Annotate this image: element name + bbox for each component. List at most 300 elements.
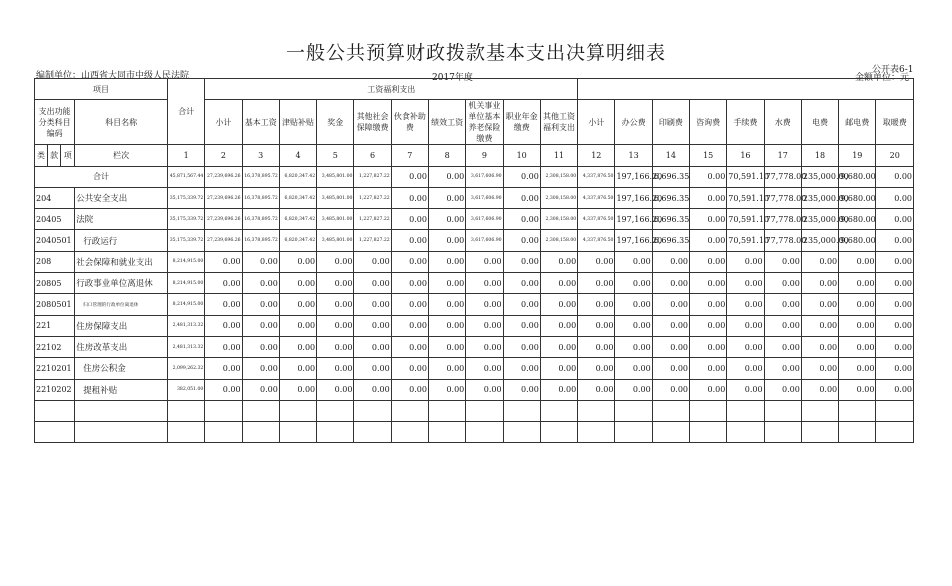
cell-col-9: 3,617,606.90 bbox=[466, 166, 503, 187]
cell-col-6: 1,227,827.22 bbox=[354, 209, 391, 230]
cell-col-13: 0.00 bbox=[615, 315, 652, 336]
cell-col-5: 0.00 bbox=[317, 273, 354, 294]
cell-col-4: 0.00 bbox=[279, 315, 316, 336]
cell-col-11: 2,308,158.00 bbox=[540, 187, 577, 208]
cell-col-9: 3,617,606.90 bbox=[466, 187, 503, 208]
empty-cell bbox=[615, 422, 652, 443]
cell-col-18: 0.00 bbox=[801, 273, 838, 294]
cell-col-16: 70,591.10 bbox=[727, 230, 764, 251]
cell-col-11: 0.00 bbox=[540, 379, 577, 400]
cell-col-19: 0.00 bbox=[839, 336, 876, 357]
cell-col-3: 0.00 bbox=[242, 379, 279, 400]
cell-col-15: 0.00 bbox=[690, 187, 727, 208]
cell-col-11: 0.00 bbox=[540, 336, 577, 357]
col-number-18: 18 bbox=[801, 145, 838, 166]
cell-col-9: 0.00 bbox=[466, 273, 503, 294]
col-number-11: 11 bbox=[540, 145, 577, 166]
cell-col-7: 0.00 bbox=[391, 315, 428, 336]
cell-col-14: 0.00 bbox=[652, 379, 689, 400]
cell-col-5: 0.00 bbox=[317, 251, 354, 272]
row-code: 204 bbox=[35, 187, 75, 208]
cell-col-2: 0.00 bbox=[205, 273, 242, 294]
row-name: 法院 bbox=[75, 209, 168, 230]
empty-row bbox=[35, 422, 914, 443]
row-name: 住房公积金 bbox=[75, 358, 168, 379]
cell-col-4: 6,820,347.42 bbox=[279, 230, 316, 251]
cell-col-19: 9,680.00 bbox=[839, 187, 876, 208]
empty-cell bbox=[391, 400, 428, 421]
table-row bbox=[35, 336, 914, 357]
table-row bbox=[35, 251, 914, 272]
cell-col-19: 9,680.00 bbox=[839, 209, 876, 230]
header-col-3: 基本工资 bbox=[242, 100, 279, 145]
cell-col-8: 0.00 bbox=[428, 336, 465, 357]
empty-cell bbox=[764, 400, 801, 421]
row-name: 归口管理的行政单位离退休 bbox=[75, 294, 168, 315]
empty-cell bbox=[242, 400, 279, 421]
cell-col-11: 2,308,158.00 bbox=[540, 166, 577, 187]
cell-col-4: 0.00 bbox=[279, 379, 316, 400]
cell-col-14: 6,696.35 bbox=[652, 187, 689, 208]
empty-cell bbox=[205, 422, 242, 443]
cell-col-1: 35,175,339.72 bbox=[168, 209, 205, 230]
cell-col-8: 0.00 bbox=[428, 379, 465, 400]
cell-col-6: 1,227,827.22 bbox=[354, 187, 391, 208]
cell-col-17: 0.00 bbox=[764, 251, 801, 272]
cell-col-14: 6,696.35 bbox=[652, 209, 689, 230]
cell-col-1: 8,214,915.00 bbox=[168, 294, 205, 315]
header-project: 项目 bbox=[35, 79, 168, 100]
cell-col-10: 0.00 bbox=[503, 336, 540, 357]
cell-col-15: 0.00 bbox=[690, 251, 727, 272]
table-row bbox=[35, 209, 914, 230]
row-code: 20405 bbox=[35, 209, 75, 230]
empty-cell bbox=[764, 422, 801, 443]
empty-cell bbox=[428, 422, 465, 443]
cell-col-7: 0.00 bbox=[391, 379, 428, 400]
cell-col-10: 0.00 bbox=[503, 251, 540, 272]
row-name: 提租补贴 bbox=[75, 379, 168, 400]
cell-col-10: 0.00 bbox=[503, 358, 540, 379]
header-col-19: 邮电费 bbox=[839, 100, 876, 145]
cell-col-6: 0.00 bbox=[354, 379, 391, 400]
cell-col-3: 0.00 bbox=[242, 358, 279, 379]
cell-col-17: 0.00 bbox=[764, 358, 801, 379]
cell-col-2: 0.00 bbox=[205, 379, 242, 400]
cell-col-14: 0.00 bbox=[652, 294, 689, 315]
cell-col-16: 0.00 bbox=[727, 336, 764, 357]
header-col-5: 奖金 bbox=[317, 100, 354, 145]
row-name: 行政运行 bbox=[75, 230, 168, 251]
cell-col-9: 0.00 bbox=[466, 336, 503, 357]
cell-col-13: 197,166.20 bbox=[615, 230, 652, 251]
cell-col-6: 1,227,827.22 bbox=[354, 166, 391, 187]
cell-col-13: 0.00 bbox=[615, 294, 652, 315]
header-total: 合计 bbox=[168, 79, 205, 145]
row-name: 公共安全支出 bbox=[75, 187, 168, 208]
cell-col-14: 0.00 bbox=[652, 358, 689, 379]
cell-col-12: 0.00 bbox=[578, 294, 615, 315]
cell-col-13: 197,166.20 bbox=[615, 187, 652, 208]
col-number-2: 2 bbox=[205, 145, 242, 166]
header-col-6: 其他社会保障缴费 bbox=[354, 100, 391, 145]
col-number-9: 9 bbox=[466, 145, 503, 166]
cell-col-19: 0.00 bbox=[839, 379, 876, 400]
cell-col-16: 70,591.10 bbox=[727, 209, 764, 230]
cell-col-19: 0.00 bbox=[839, 251, 876, 272]
table-row bbox=[35, 379, 914, 400]
header-empty bbox=[578, 79, 914, 100]
cell-col-5: 3,485,801.00 bbox=[317, 230, 354, 251]
cell-col-1: 8,214,915.00 bbox=[168, 251, 205, 272]
header-col-9: 机关事业单位基本养老保险缴费 bbox=[466, 100, 503, 145]
cell-col-15: 0.00 bbox=[690, 230, 727, 251]
empty-cell bbox=[428, 400, 465, 421]
cell-col-20: 0.00 bbox=[876, 187, 914, 208]
cell-col-8: 0.00 bbox=[428, 273, 465, 294]
cell-col-8: 0.00 bbox=[428, 294, 465, 315]
col-number-4: 4 bbox=[279, 145, 316, 166]
cell-col-12: 0.00 bbox=[578, 336, 615, 357]
cell-col-17: 0.00 bbox=[764, 273, 801, 294]
cell-col-7: 0.00 bbox=[391, 336, 428, 357]
cell-col-7: 0.00 bbox=[391, 273, 428, 294]
cell-col-13: 0.00 bbox=[615, 358, 652, 379]
col-number-19: 19 bbox=[839, 145, 876, 166]
cell-col-10: 0.00 bbox=[503, 294, 540, 315]
empty-cell bbox=[279, 400, 316, 421]
empty-cell bbox=[354, 422, 391, 443]
cell-col-10: 0.00 bbox=[503, 273, 540, 294]
cell-col-20: 0.00 bbox=[876, 379, 914, 400]
cell-col-14: 0.00 bbox=[652, 251, 689, 272]
empty-cell bbox=[354, 400, 391, 421]
empty-cell bbox=[242, 422, 279, 443]
header-row-lanci bbox=[35, 145, 914, 166]
cell-col-6: 1,227,827.22 bbox=[354, 230, 391, 251]
cell-col-18: 235,000.00 bbox=[801, 209, 838, 230]
cell-col-14: 0.00 bbox=[652, 315, 689, 336]
empty-cell bbox=[168, 422, 205, 443]
cell-col-18: 0.00 bbox=[801, 251, 838, 272]
cell-col-3: 0.00 bbox=[242, 315, 279, 336]
cell-col-3: 16,378,895.72 bbox=[242, 230, 279, 251]
empty-cell bbox=[279, 422, 316, 443]
col-number-10: 10 bbox=[503, 145, 540, 166]
cell-col-7: 0.00 bbox=[391, 166, 428, 187]
cell-col-14: 6,696.35 bbox=[652, 230, 689, 251]
cell-col-14: 0.00 bbox=[652, 336, 689, 357]
header-col-4: 津贴补贴 bbox=[279, 100, 316, 145]
cell-col-3: 0.00 bbox=[242, 294, 279, 315]
cell-col-15: 0.00 bbox=[690, 294, 727, 315]
empty-cell bbox=[578, 422, 615, 443]
cell-col-12: 0.00 bbox=[578, 251, 615, 272]
cell-col-19: 0.00 bbox=[839, 315, 876, 336]
col-number-6: 6 bbox=[354, 145, 391, 166]
cell-col-20: 0.00 bbox=[876, 294, 914, 315]
empty-cell bbox=[540, 400, 577, 421]
cell-col-18: 0.00 bbox=[801, 315, 838, 336]
cell-col-17: 0.00 bbox=[764, 294, 801, 315]
cell-col-16: 0.00 bbox=[727, 251, 764, 272]
empty-cell bbox=[317, 422, 354, 443]
cell-col-4: 6,820,347.42 bbox=[279, 209, 316, 230]
cell-col-10: 0.00 bbox=[503, 209, 540, 230]
col-number-17: 17 bbox=[764, 145, 801, 166]
cell-col-12: 0.00 bbox=[578, 315, 615, 336]
header-lanci: 栏次 bbox=[75, 145, 168, 166]
row-code: 2040501 bbox=[35, 230, 75, 251]
row-code: 208 bbox=[35, 251, 75, 272]
header-wage-group: 工资福利支出 bbox=[205, 79, 578, 100]
col-number-3: 3 bbox=[242, 145, 279, 166]
empty-cell bbox=[75, 422, 168, 443]
cell-col-16: 0.00 bbox=[727, 379, 764, 400]
cell-col-7: 0.00 bbox=[391, 358, 428, 379]
cell-col-2: 0.00 bbox=[205, 294, 242, 315]
cell-col-8: 0.00 bbox=[428, 358, 465, 379]
header-col-16: 手续费 bbox=[727, 100, 764, 145]
cell-col-11: 0.00 bbox=[540, 358, 577, 379]
row-code: 2080501 bbox=[35, 294, 75, 315]
col-number-7: 7 bbox=[391, 145, 428, 166]
cell-col-1: 35,175,339.72 bbox=[168, 230, 205, 251]
empty-cell bbox=[727, 400, 764, 421]
cell-col-1: 382,051.00 bbox=[168, 379, 205, 400]
cell-col-15: 0.00 bbox=[690, 336, 727, 357]
cell-col-4: 0.00 bbox=[279, 251, 316, 272]
cell-col-4: 0.00 bbox=[279, 273, 316, 294]
empty-cell bbox=[839, 400, 876, 421]
cell-col-3: 16,378,895.72 bbox=[242, 209, 279, 230]
cell-col-10: 0.00 bbox=[503, 315, 540, 336]
row-code: 22102 bbox=[35, 336, 75, 357]
cell-col-6: 0.00 bbox=[354, 358, 391, 379]
header-col-7: 伙食补助费 bbox=[391, 100, 428, 145]
cell-col-7: 0.00 bbox=[391, 294, 428, 315]
col-number-20: 20 bbox=[876, 145, 914, 166]
cell-col-11: 0.00 bbox=[540, 251, 577, 272]
cell-col-15: 0.00 bbox=[690, 358, 727, 379]
cell-col-18: 0.00 bbox=[801, 379, 838, 400]
table-row bbox=[35, 358, 914, 379]
table-row bbox=[35, 273, 914, 294]
cell-col-9: 3,617,606.90 bbox=[466, 209, 503, 230]
cell-col-8: 0.00 bbox=[428, 209, 465, 230]
cell-col-17: 77,778.00 bbox=[764, 230, 801, 251]
cell-col-3: 0.00 bbox=[242, 251, 279, 272]
header-col-11: 其他工资福利支出 bbox=[540, 100, 577, 145]
empty-cell bbox=[205, 400, 242, 421]
cell-col-18: 235,000.00 bbox=[801, 230, 838, 251]
cell-col-4: 0.00 bbox=[279, 336, 316, 357]
cell-col-5: 0.00 bbox=[317, 294, 354, 315]
cell-col-8: 0.00 bbox=[428, 187, 465, 208]
cell-col-18: 235,000.00 bbox=[801, 166, 838, 187]
cell-col-1: 2,481,313.32 bbox=[168, 336, 205, 357]
col-number-14: 14 bbox=[652, 145, 689, 166]
table-row bbox=[35, 187, 914, 208]
cell-col-8: 0.00 bbox=[428, 166, 465, 187]
cell-col-12: 4,337,876.50 bbox=[578, 230, 615, 251]
cell-col-11: 0.00 bbox=[540, 315, 577, 336]
cell-col-3: 16,378,895.72 bbox=[242, 166, 279, 187]
header-col-12: 小计 bbox=[578, 100, 615, 145]
report-year: 2017年度 bbox=[432, 73, 473, 83]
cell-col-20: 0.00 bbox=[876, 336, 914, 357]
header-col-18: 电费 bbox=[801, 100, 838, 145]
row-name: 合计 bbox=[35, 166, 168, 187]
empty-cell bbox=[876, 422, 914, 443]
row-code: 2210202 bbox=[35, 379, 75, 400]
cell-col-17: 77,778.00 bbox=[764, 166, 801, 187]
empty-cell bbox=[615, 400, 652, 421]
empty-row bbox=[35, 400, 914, 421]
cell-col-4: 6,820,347.42 bbox=[279, 187, 316, 208]
header-col-10: 职业年金缴费 bbox=[503, 100, 540, 145]
form-number: 公开表6-1 bbox=[872, 65, 914, 75]
empty-cell bbox=[466, 422, 503, 443]
cell-col-20: 0.00 bbox=[876, 209, 914, 230]
row-code: 2210201 bbox=[35, 358, 75, 379]
table-row bbox=[35, 166, 914, 187]
cell-col-19: 0.00 bbox=[839, 273, 876, 294]
empty-cell bbox=[503, 422, 540, 443]
cell-col-4: 0.00 bbox=[279, 358, 316, 379]
cell-col-11: 0.00 bbox=[540, 294, 577, 315]
cell-col-12: 4,337,876.50 bbox=[578, 187, 615, 208]
cell-col-17: 77,778.00 bbox=[764, 209, 801, 230]
empty-cell bbox=[690, 400, 727, 421]
header-xiang: 项 bbox=[61, 145, 75, 166]
cell-col-9: 0.00 bbox=[466, 358, 503, 379]
cell-col-16: 0.00 bbox=[727, 294, 764, 315]
cell-col-1: 2,481,313.32 bbox=[168, 315, 205, 336]
cell-col-11: 0.00 bbox=[540, 273, 577, 294]
empty-cell bbox=[876, 400, 914, 421]
cell-col-20: 0.00 bbox=[876, 315, 914, 336]
cell-col-12: 0.00 bbox=[578, 358, 615, 379]
cell-col-5: 0.00 bbox=[317, 315, 354, 336]
cell-col-15: 0.00 bbox=[690, 273, 727, 294]
cell-col-7: 0.00 bbox=[391, 251, 428, 272]
cell-col-2: 27,239,696.26 bbox=[205, 230, 242, 251]
cell-col-5: 0.00 bbox=[317, 379, 354, 400]
cell-col-1: 45,871,567.44 bbox=[168, 166, 205, 187]
row-code: 20805 bbox=[35, 273, 75, 294]
cell-col-8: 0.00 bbox=[428, 230, 465, 251]
col-number-16: 16 bbox=[727, 145, 764, 166]
cell-col-7: 0.00 bbox=[391, 230, 428, 251]
cell-col-12: 4,337,876.50 bbox=[578, 209, 615, 230]
header-subject-name: 科目名称 bbox=[75, 100, 168, 145]
cell-col-5: 0.00 bbox=[317, 358, 354, 379]
empty-cell bbox=[503, 400, 540, 421]
empty-cell bbox=[391, 422, 428, 443]
header-col-8: 绩效工资 bbox=[428, 100, 465, 145]
row-name: 行政事业单位离退休 bbox=[75, 273, 168, 294]
cell-col-19: 0.00 bbox=[839, 294, 876, 315]
cell-col-3: 0.00 bbox=[242, 336, 279, 357]
cell-col-18: 0.00 bbox=[801, 294, 838, 315]
cell-col-19: 9,680.00 bbox=[839, 230, 876, 251]
cell-col-9: 0.00 bbox=[466, 251, 503, 272]
cell-col-1: 8,214,915.00 bbox=[168, 273, 205, 294]
empty-cell bbox=[35, 400, 75, 421]
cell-col-11: 2,308,158.00 bbox=[540, 209, 577, 230]
cell-col-16: 70,591.10 bbox=[727, 187, 764, 208]
col-number-12: 12 bbox=[578, 145, 615, 166]
cell-col-15: 0.00 bbox=[690, 209, 727, 230]
header-func-code: 支出功能分类科目编码 bbox=[35, 100, 75, 145]
cell-col-1: 35,175,339.72 bbox=[168, 187, 205, 208]
cell-col-16: 0.00 bbox=[727, 358, 764, 379]
cell-col-4: 0.00 bbox=[279, 294, 316, 315]
cell-col-9: 0.00 bbox=[466, 379, 503, 400]
cell-col-3: 16,378,895.72 bbox=[242, 187, 279, 208]
cell-col-5: 3,485,801.00 bbox=[317, 187, 354, 208]
report-title: 一般公共预算财政拨款基本支出决算明细表 bbox=[285, 42, 666, 64]
cell-col-18: 0.00 bbox=[801, 336, 838, 357]
cell-col-16: 0.00 bbox=[727, 273, 764, 294]
cell-col-19: 0.00 bbox=[839, 358, 876, 379]
col-number-1: 1 bbox=[168, 145, 205, 166]
empty-cell bbox=[317, 400, 354, 421]
cell-col-10: 0.00 bbox=[503, 230, 540, 251]
cell-col-10: 0.00 bbox=[503, 166, 540, 187]
cell-col-1: 2,099,262.32 bbox=[168, 358, 205, 379]
table-row bbox=[35, 230, 914, 251]
empty-cell bbox=[578, 400, 615, 421]
empty-cell bbox=[466, 400, 503, 421]
cell-col-14: 0.00 bbox=[652, 273, 689, 294]
cell-col-9: 0.00 bbox=[466, 294, 503, 315]
col-number-5: 5 bbox=[317, 145, 354, 166]
cell-col-13: 0.00 bbox=[615, 379, 652, 400]
cell-col-12: 0.00 bbox=[578, 273, 615, 294]
cell-col-2: 0.00 bbox=[205, 336, 242, 357]
cell-col-17: 0.00 bbox=[764, 336, 801, 357]
empty-cell bbox=[652, 400, 689, 421]
money-unit: 金额单位：元 bbox=[855, 73, 910, 83]
cell-col-10: 0.00 bbox=[503, 187, 540, 208]
cell-col-13: 0.00 bbox=[615, 273, 652, 294]
row-code: 221 bbox=[35, 315, 75, 336]
col-number-13: 13 bbox=[615, 145, 652, 166]
reporting-unit: 编制单位：山西省大同市中级人民法院 bbox=[36, 71, 190, 81]
header-row-group bbox=[35, 79, 914, 100]
header-col-13: 办公费 bbox=[615, 100, 652, 145]
cell-col-20: 0.00 bbox=[876, 358, 914, 379]
col-number-15: 15 bbox=[690, 145, 727, 166]
table-row bbox=[35, 315, 914, 336]
cell-col-2: 27,239,696.26 bbox=[205, 166, 242, 187]
cell-col-4: 6,820,347.42 bbox=[279, 166, 316, 187]
cell-col-9: 0.00 bbox=[466, 315, 503, 336]
cell-col-12: 4,337,876.50 bbox=[578, 166, 615, 187]
cell-col-14: 6,696.35 bbox=[652, 166, 689, 187]
header-col-2: 小计 bbox=[205, 100, 242, 145]
cell-col-17: 0.00 bbox=[764, 379, 801, 400]
header-col-14: 印刷费 bbox=[652, 100, 689, 145]
empty-cell bbox=[690, 422, 727, 443]
row-name: 社会保障和就业支出 bbox=[75, 251, 168, 272]
cell-col-13: 197,166.20 bbox=[615, 209, 652, 230]
cell-col-12: 0.00 bbox=[578, 379, 615, 400]
empty-cell bbox=[839, 422, 876, 443]
cell-col-2: 27,239,696.26 bbox=[205, 187, 242, 208]
